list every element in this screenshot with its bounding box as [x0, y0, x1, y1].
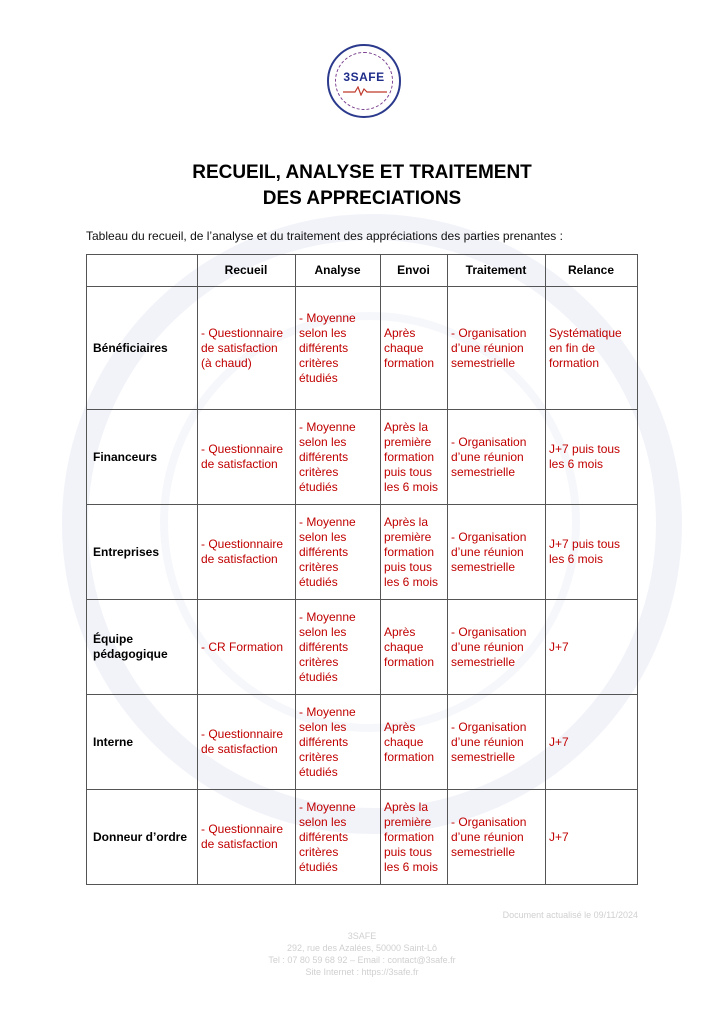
update-date: Document actualisé le 09/11/2024 — [502, 910, 638, 920]
header-traitement: Traitement — [448, 255, 546, 287]
cell-analyse: - Moyenne selon les différents critères étudiés — [296, 410, 381, 505]
cell-relance: J+7 puis tous les 6 mois — [546, 410, 638, 505]
cell-envoi: Après chaque formation — [381, 287, 448, 410]
table-row — [87, 505, 638, 600]
cell-analyse: - Moyenne selon les différents critères étudiés — [296, 695, 381, 790]
header-empty — [87, 255, 198, 287]
logo-name: 3SAFE — [343, 70, 385, 84]
row-label: Donneur d’ordre — [87, 790, 198, 885]
cell-envoi: Après la première formation puis tous les 6 mois — [381, 505, 448, 600]
cell-relance: J+7 — [546, 695, 638, 790]
cell-recueil: - Questionnaire de satisfaction (à chaud) — [198, 287, 296, 410]
footer-address: 292, rue des Azalées, 50000 Saint-Lô — [286, 943, 438, 953]
row-label: Entreprises — [87, 505, 198, 600]
cell-relance: J+7 — [546, 600, 638, 695]
cell-envoi: Après chaque formation — [381, 600, 448, 695]
title-line-1: RECUEIL, ANALYSE ET TRAITEMENT — [192, 162, 532, 183]
cell-recueil: - Questionnaire de satisfaction — [198, 790, 296, 885]
cell-traitement: - Organisation d’une réunion semestrielle — [448, 287, 546, 410]
cell-recueil: - CR Formation — [198, 600, 296, 695]
cell-recueil: - Questionnaire de satisfaction — [198, 505, 296, 600]
cell-relance: Systématique en fin de formation — [546, 287, 638, 410]
page-footer — [0, 930, 724, 978]
heartbeat-icon — [343, 86, 387, 96]
page-title — [0, 160, 724, 212]
row-label: Financeurs — [87, 410, 198, 505]
row-label: Interne — [87, 695, 198, 790]
cell-traitement: - Organisation d’une réunion semestrielle — [448, 695, 546, 790]
table-row — [87, 410, 638, 505]
cell-traitement: - Organisation d’une réunion semestrielle — [448, 790, 546, 885]
footer-company: 3SAFE — [347, 931, 377, 941]
cell-envoi: Après la première formation puis tous les 6 mois — [381, 410, 448, 505]
table-row — [87, 600, 638, 695]
company-logo — [327, 44, 401, 118]
cell-envoi: Après chaque formation — [381, 695, 448, 790]
cell-relance: J+7 puis tous les 6 mois — [546, 505, 638, 600]
cell-traitement: - Organisation d’une réunion semestrielle — [448, 410, 546, 505]
header-relance: Relance — [546, 255, 638, 287]
cell-envoi: Après la première formation puis tous les 6 mois — [381, 790, 448, 885]
cell-traitement: - Organisation d’une réunion semestrielle — [448, 600, 546, 695]
cell-recueil: - Questionnaire de satisfaction — [198, 695, 296, 790]
appreciations-table — [86, 254, 638, 885]
intro-text: Tableau du recueil, de l’analyse et du traitement des appréciations des parties prenantes : — [86, 229, 563, 243]
table-row — [87, 287, 638, 410]
cell-recueil: - Questionnaire de satisfaction — [198, 410, 296, 505]
header-analyse: Analyse — [296, 255, 381, 287]
table-header-row — [87, 255, 638, 287]
table-row — [87, 790, 638, 885]
header-recueil: Recueil — [198, 255, 296, 287]
cell-relance: J+7 — [546, 790, 638, 885]
cell-analyse: - Moyenne selon les différents critères étudiés — [296, 505, 381, 600]
table-row — [87, 695, 638, 790]
header-envoi: Envoi — [381, 255, 448, 287]
cell-analyse: - Moyenne selon les différents critères étudiés — [296, 287, 381, 410]
cell-analyse: - Moyenne selon les différents critères étudiés — [296, 790, 381, 885]
cell-traitement: - Organisation d’une réunion semestrielle — [448, 505, 546, 600]
row-label: Équipe pédagogique — [87, 600, 198, 695]
cell-analyse: - Moyenne selon les différents critères étudiés — [296, 600, 381, 695]
footer-website: Site Internet : https://3safe.fr — [305, 967, 419, 977]
title-line-2: DES APPRECIATIONS — [262, 188, 462, 209]
row-label: Bénéficiaires — [87, 287, 198, 410]
footer-contact: Tel : 07 80 59 68 92 – Email : contact@3safe.fr — [268, 955, 456, 965]
